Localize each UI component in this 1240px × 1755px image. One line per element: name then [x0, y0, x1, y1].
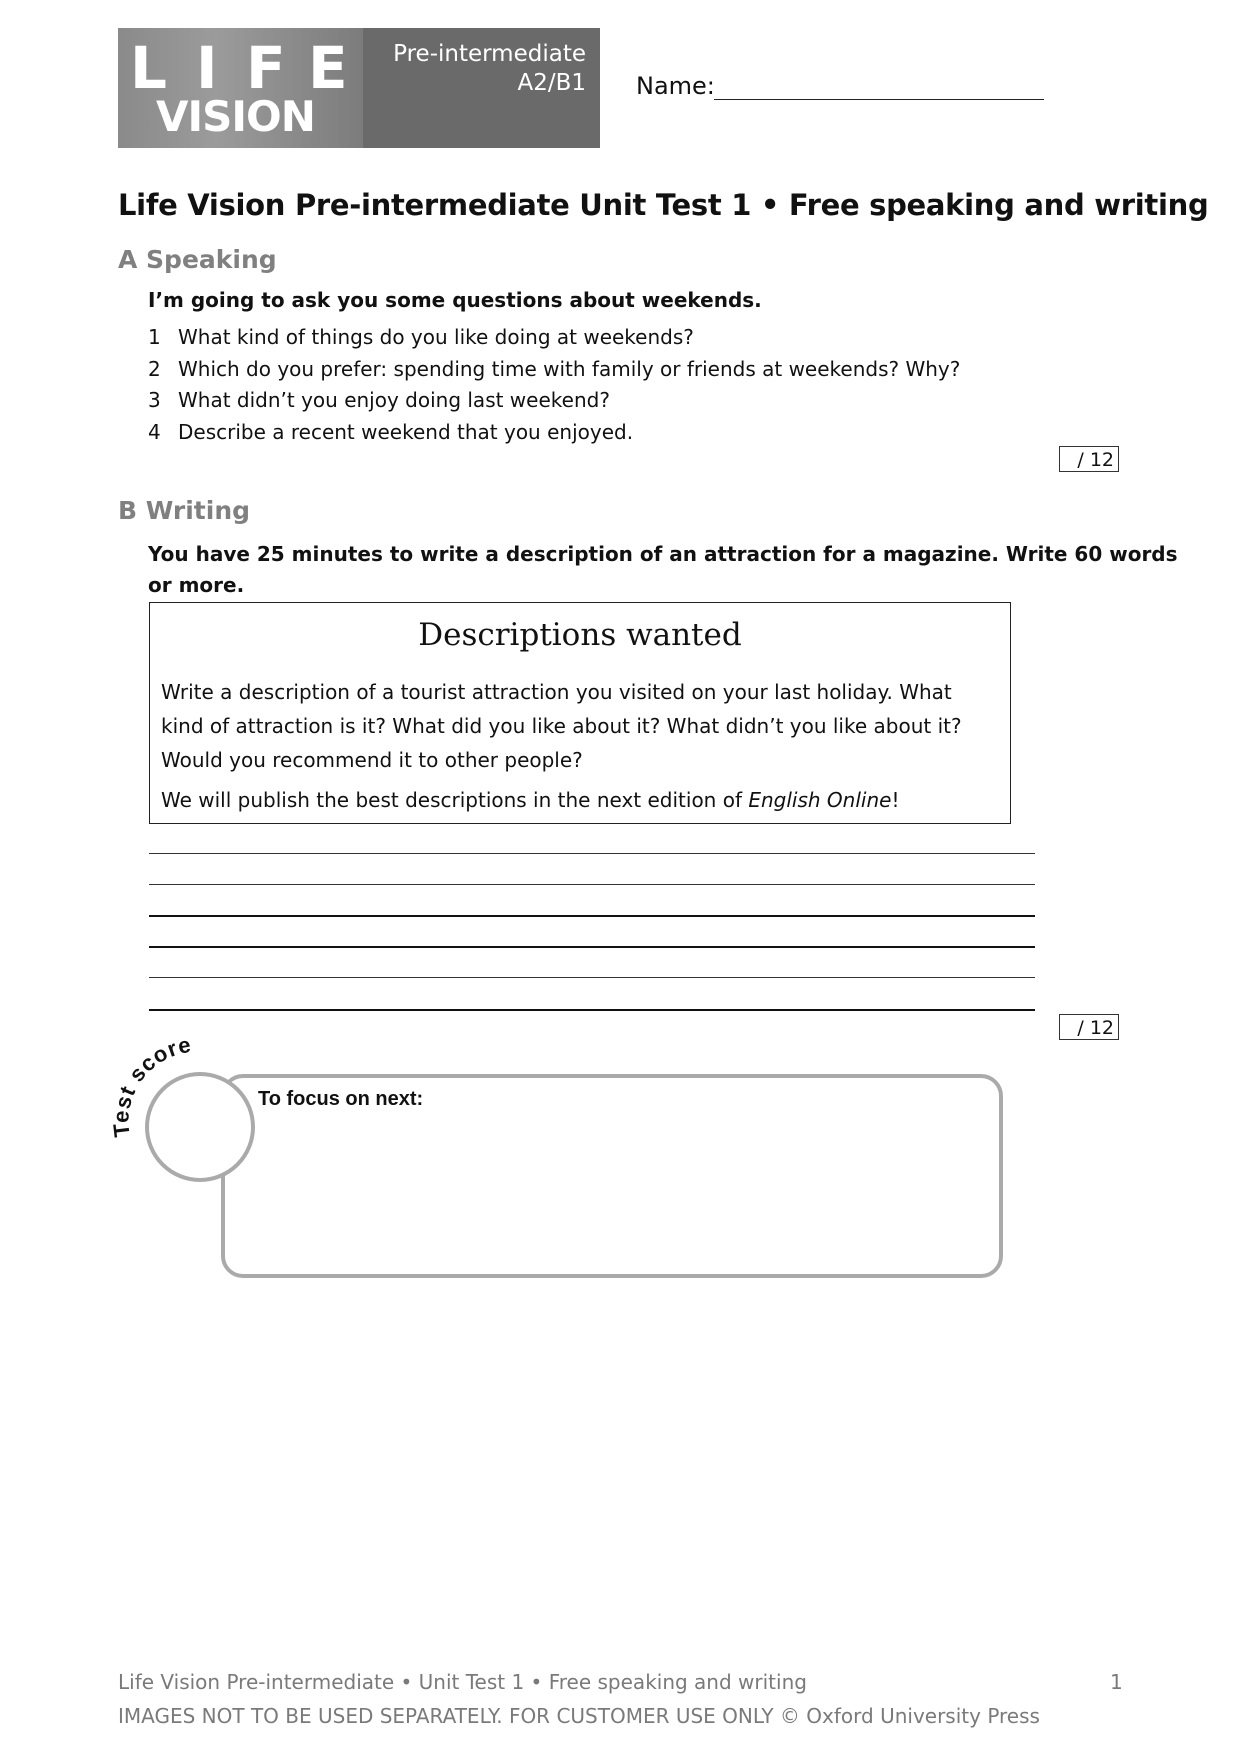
publish-note-text: We will publish the best descriptions in the next edition of — [161, 788, 749, 812]
writing-heading: B Writing — [118, 496, 251, 525]
speaking-heading: A Speaking — [118, 245, 277, 274]
name-field[interactable] — [714, 99, 1044, 100]
writing-task-box — [149, 602, 1011, 824]
logo-vision-word: VISION — [156, 92, 315, 141]
speaking-question — [148, 354, 960, 386]
question-number: 4 — [148, 419, 161, 444]
task-box-title: Descriptions wanted — [418, 617, 742, 653]
footer-title: Life Vision Pre-intermediate • Unit Test 1 • Free speaking and writing — [118, 1670, 807, 1694]
task-box-body — [161, 675, 996, 817]
writing-score-box[interactable]: / 12 — [1059, 1014, 1119, 1040]
test-score-arc-label — [108, 1036, 268, 1146]
writing-instruction-line: or more. — [148, 573, 245, 597]
focus-next-label: To focus on next: — [258, 1088, 424, 1110]
speaking-question-list — [148, 322, 960, 448]
name-label: Name: — [636, 72, 715, 100]
writing-line[interactable] — [149, 853, 1035, 854]
test-score-arc-text: Test score — [108, 1036, 194, 1139]
question-number: 3 — [148, 388, 161, 412]
footer-copyright: IMAGES NOT TO BE USED SEPARATELY. FOR CUSTOMER USE ONLY © Oxford University Press — [118, 1704, 1040, 1728]
question-number: 1 — [148, 325, 161, 349]
question-number: 2 — [148, 356, 161, 381]
writing-line[interactable] — [149, 915, 1035, 917]
question-text: Describe a recent weekend that you enjoyed. — [178, 419, 634, 444]
logo-letter-f: F — [246, 34, 286, 102]
page-number: 1 — [1110, 1670, 1123, 1694]
writing-instruction — [148, 539, 1178, 601]
writing-line[interactable] — [149, 946, 1035, 948]
logo-level-cefr: A2/B1 — [517, 70, 586, 96]
question-text: What didn’t you enjoy doing last weekend? — [178, 388, 610, 412]
speaking-question — [148, 322, 960, 354]
speaking-question — [148, 385, 960, 417]
writing-instruction-line: You have 25 minutes to write a description of an attraction for a magazine. Write 60 words — [148, 542, 1178, 566]
task-publish-note — [161, 783, 996, 817]
logo-letter-l: L — [130, 34, 167, 102]
logo-level-name: Pre-intermediate — [393, 41, 586, 67]
page-title: Life Vision Pre-intermediate Unit Test 1 • Free speaking and writing — [118, 188, 1209, 222]
svg-text:Test score — [108, 1036, 193, 1138]
logo-level — [393, 40, 586, 98]
publish-note-end: ! — [891, 788, 900, 812]
question-text: What kind of things do you like doing at weekends? — [178, 325, 694, 349]
speaking-question — [148, 417, 960, 449]
speaking-instruction: I’m going to ask you some questions about weekends. — [148, 288, 762, 312]
life-vision-logo — [118, 28, 600, 148]
writing-line[interactable] — [149, 977, 1035, 978]
speaking-score-box[interactable]: / 12 — [1059, 446, 1119, 472]
writing-line[interactable] — [149, 884, 1035, 885]
writing-line[interactable] — [149, 1009, 1035, 1011]
publication-name: English Online — [748, 788, 892, 812]
question-text: Which do you prefer: spending time with family or friends at weekends? Why? — [178, 356, 961, 381]
logo-letter-i: I — [196, 34, 218, 102]
logo-letter-e: E — [308, 34, 348, 102]
task-prompt: Write a description of a tourist attraction you visited on your last holiday. What kind of attraction is it? What did you like about it? What didn’t you like about it? Would you recommend it to other people? — [161, 680, 962, 772]
